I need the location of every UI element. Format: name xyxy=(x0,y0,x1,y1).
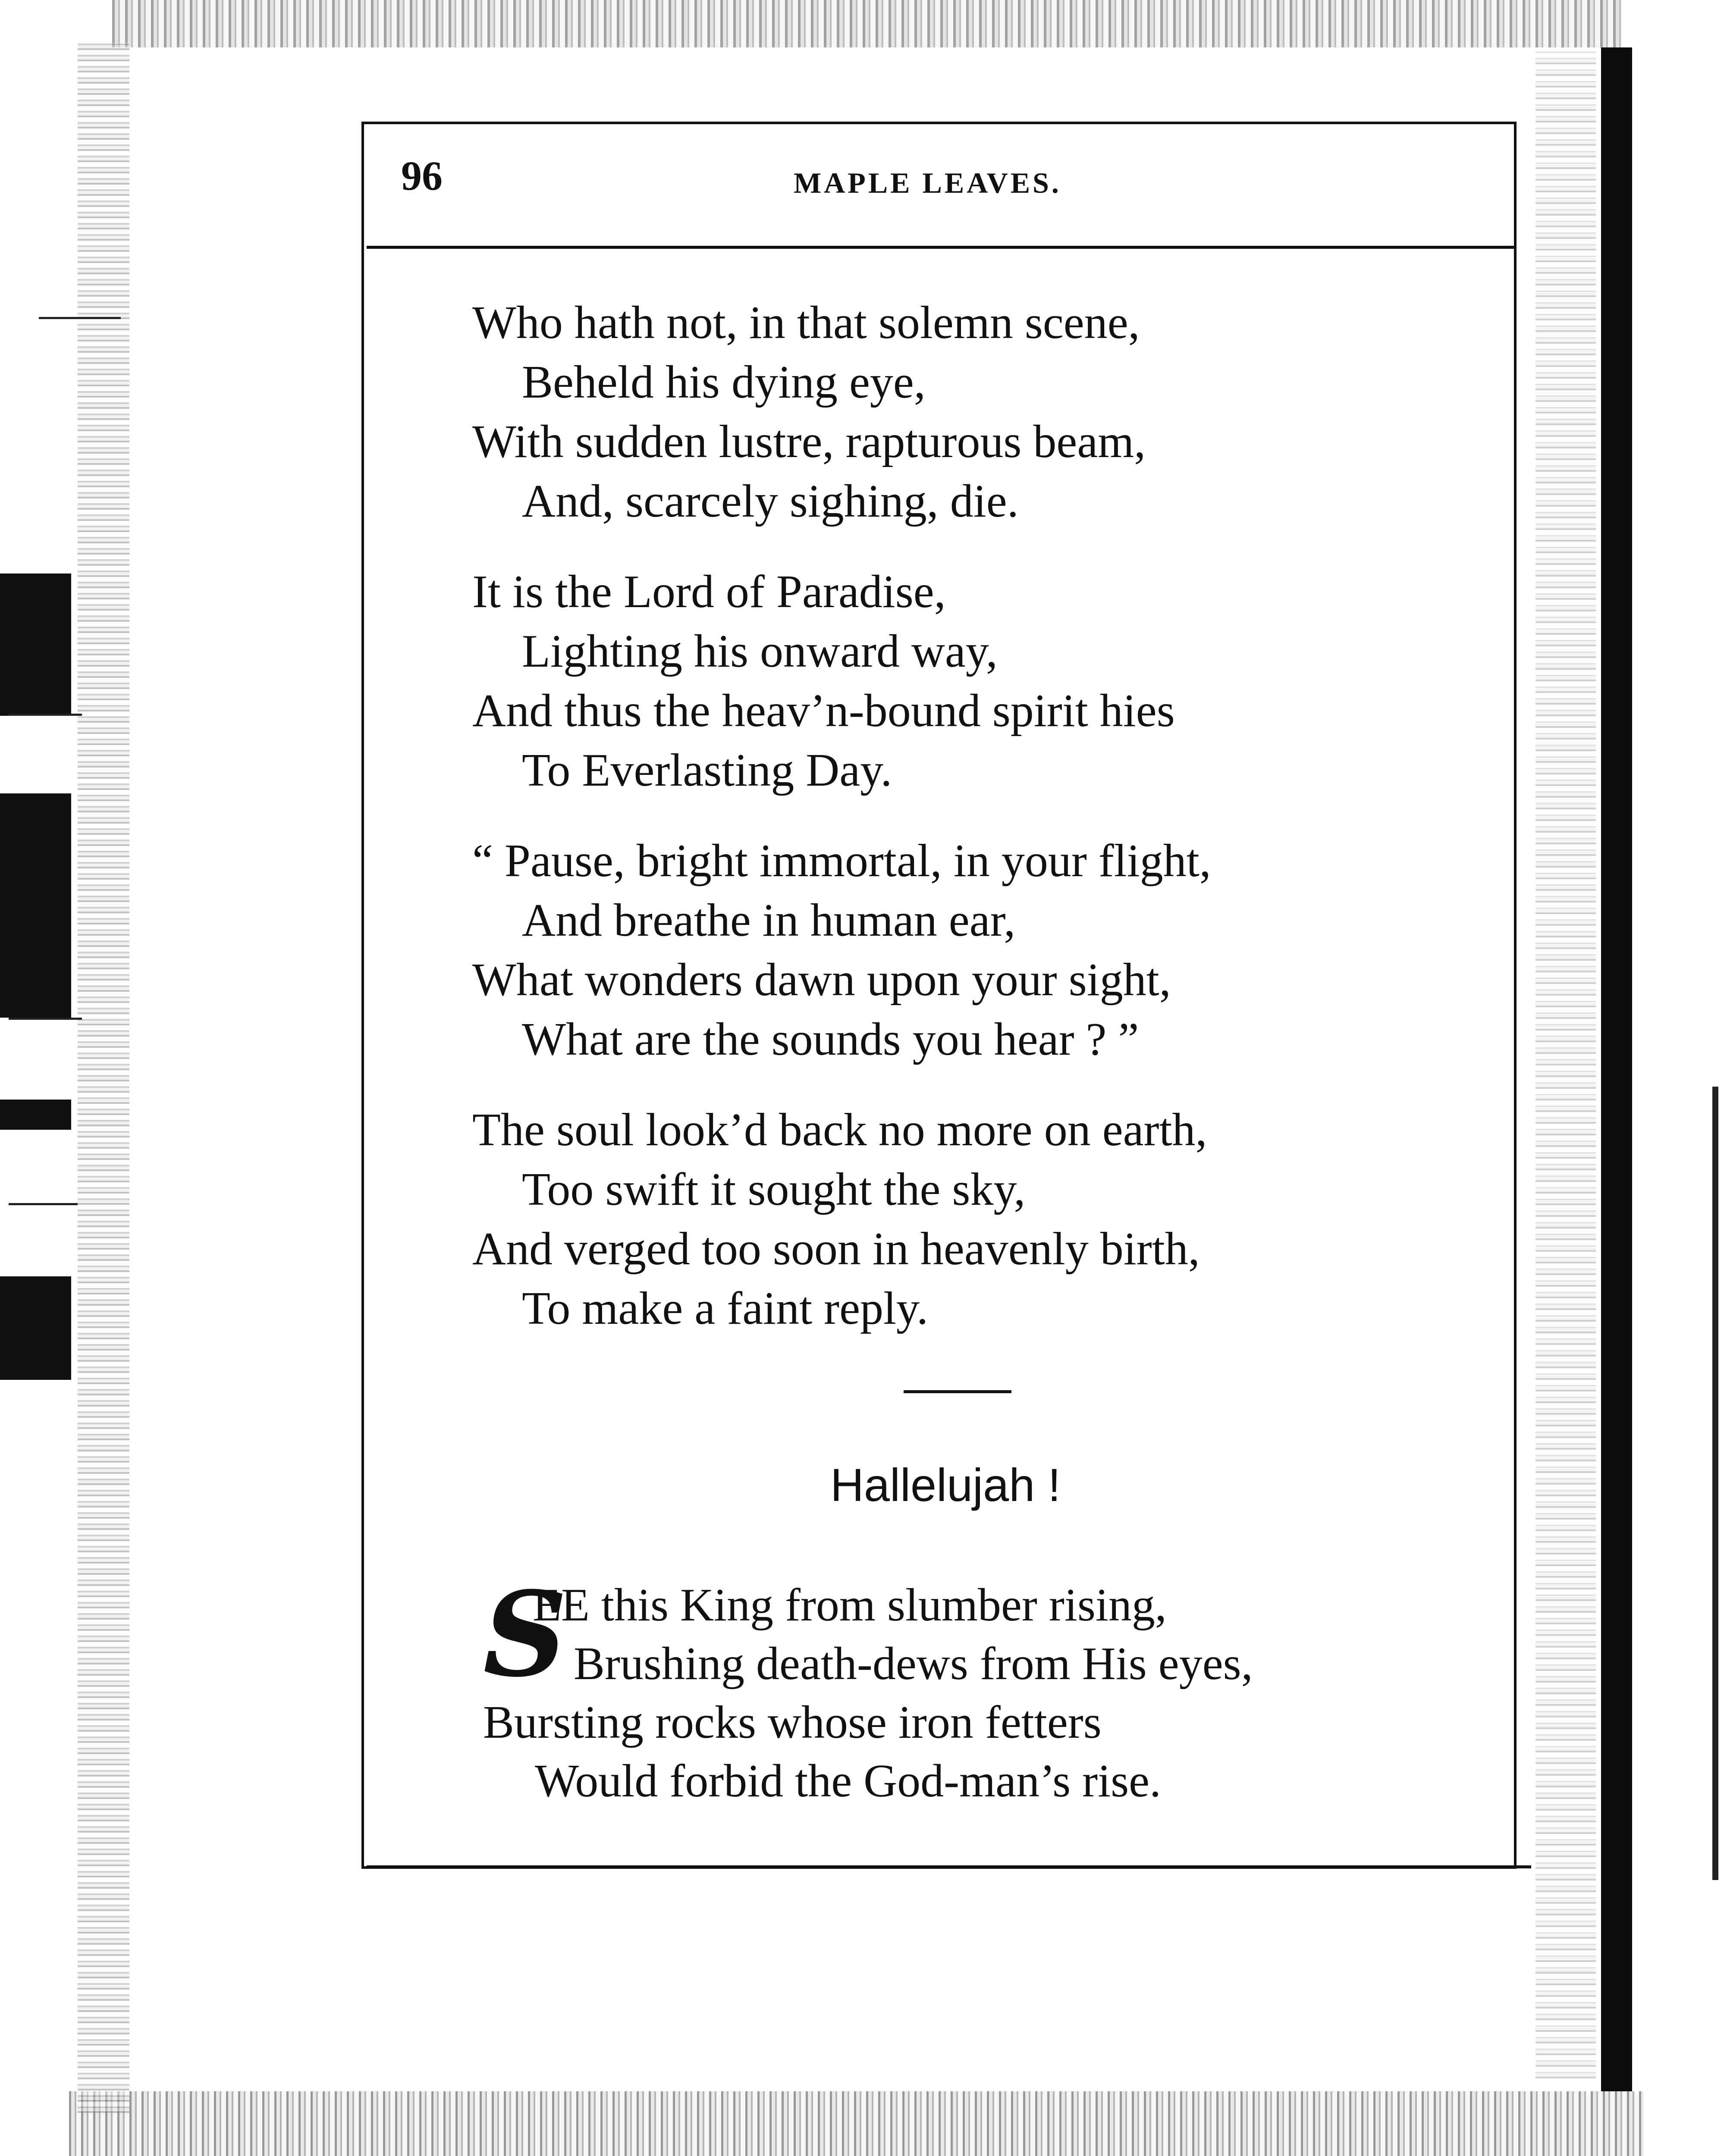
left-margin-tick xyxy=(9,1203,78,1205)
verse-line: Brushing death-dews from His eyes, xyxy=(574,1638,1253,1689)
left-margin-block xyxy=(0,573,71,716)
verse-line: “ Pause, bright immortal, in your flight, xyxy=(472,835,1211,887)
stanza xyxy=(472,831,1443,1069)
running-head: MAPLE LEAVES. xyxy=(794,166,1061,199)
left-margin-tick xyxy=(9,714,82,716)
verse-line: And thus the heav’n-bound spirit hies xyxy=(472,685,1175,736)
verse-line: To Everlasting Day. xyxy=(522,745,892,796)
verse-line: EE this King from slumber rising, xyxy=(533,1579,1167,1631)
stanza xyxy=(472,1100,1443,1338)
left-margin-tick xyxy=(39,317,121,319)
drop-cap: S xyxy=(483,1566,567,1703)
verse-line: What are the sounds you hear ? ” xyxy=(522,1014,1139,1065)
verse-line: Bursting rocks whose iron fetters xyxy=(483,1697,1102,1748)
left-margin-block xyxy=(0,793,71,1018)
verse-line: Lighting his onward way, xyxy=(522,626,998,677)
verse-line: Who hath not, in that solemn scene, xyxy=(472,297,1140,348)
poem xyxy=(472,293,1443,1369)
section-title: Hallelujah ! xyxy=(830,1459,1061,1511)
verse-line: Would forbid the God-man’s rise. xyxy=(535,1755,1162,1807)
left-margin-tick xyxy=(9,1018,82,1020)
header-rule xyxy=(367,246,1514,249)
verse-line: What wonders dawn upon your sight, xyxy=(472,954,1171,1006)
verse-line: And verged too soon in heavenly birth, xyxy=(472,1223,1200,1275)
page-number: 96 xyxy=(401,153,443,199)
verse-line: To make a faint reply. xyxy=(522,1283,929,1334)
scan-noise-left xyxy=(78,43,129,2113)
book-spine-shadow xyxy=(1601,47,1632,2091)
verse-line: The soul look’d back no more on earth, xyxy=(472,1104,1207,1156)
left-margin-block xyxy=(0,1100,71,1130)
section-divider xyxy=(904,1390,1011,1393)
scan-noise-bottom xyxy=(69,2091,1643,2156)
verse-line: Too swift it sought the sky, xyxy=(522,1164,1026,1215)
stanza xyxy=(472,562,1443,800)
bottom-rule xyxy=(367,1865,1531,1868)
right-edge-line xyxy=(1712,1087,1718,1880)
verse-line: Beheld his dying eye, xyxy=(522,357,926,408)
verse-line: With sudden lustre, rapturous beam, xyxy=(472,416,1146,467)
verse-line: And breathe in human ear, xyxy=(522,895,1016,946)
scan-noise-right xyxy=(1535,52,1596,2078)
verse-line: And, scarcely sighing, die. xyxy=(522,476,1019,527)
left-margin-block xyxy=(0,1276,71,1380)
verse-line: It is the Lord of Paradise, xyxy=(472,566,946,617)
hallelujah-poem xyxy=(483,1566,1475,1811)
stanza xyxy=(472,293,1443,531)
scan-noise-top xyxy=(112,0,1622,47)
